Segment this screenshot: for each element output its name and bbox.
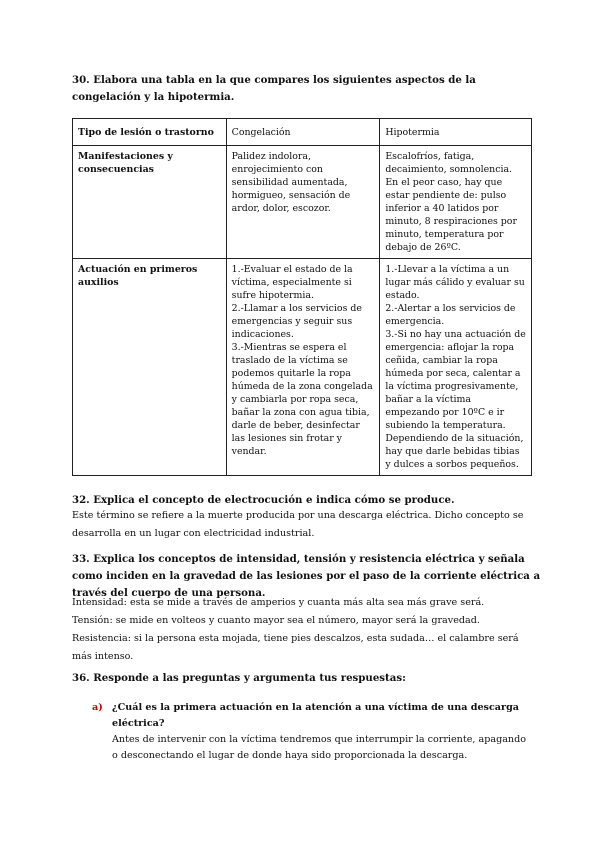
table-row [73,146,532,259]
cell-line: 3.-Si no hay una actuación de emergencia: aflojar la ropa ceñida, cambiar la ropa húmeda por seca, calentar a la víctima progresivamente, bañar a la víctima empezando por 10ºC e ir subiendo la temperatura. Dependiendo de la situación, hay que darle bebidas tibias y dulces a sorbos pequeños. [385,329,526,470]
question-32-answer [72,507,537,543]
row-label: Actuación en primeros auxilios [73,259,227,476]
cell-line: 1.-Evaluar el estado de la víctima, especialmente si sufre hipotermia. [231,264,353,301]
cell-line: 2.-Llamar a los servicios de emergencias y seguir sus indicaciones. [231,303,362,340]
cell-congelacion [226,146,380,259]
answer-line: Tensión: se mide en volteos y cuanto mayor sea el número, mayor será la gravedad. [72,615,480,626]
comparison-table [72,118,532,476]
header-hipotermia: Hipotermia [380,119,532,146]
cell-line: 2.-Alertar a los servicios de emergencia. [385,303,516,327]
cell-line: 1.-Llevar a la víctima a un lugar más cálido y evaluar su estado. [385,264,525,301]
table-header-row [73,119,532,146]
cell-congelacion [226,259,380,476]
table-row [73,259,532,476]
answer-line: Resistencia: si la persona esta mojada, tiene pies descalzos, esta sudada… el calambre será más intenso. [72,633,519,662]
item-marker: a) [92,702,103,713]
answer-line: Intensidad: esta se mide a través de amperios y cuanta más alta sea más grave será. [72,597,485,608]
header-congelacion: Congelación [226,119,380,146]
header-tipo: Tipo de lesión o trastorno [73,119,227,146]
question-32-title: 32. Explica el concepto de electrocución e indica cómo se produce. [72,494,455,506]
cell-hipotermia [380,259,532,476]
question-36-title: 36. Responde a las preguntas y argumenta tus respuestas: [72,672,406,684]
question-33-answer [72,594,537,666]
item-question: ¿Cuál es la primera actuación en la atención a una víctima de una descarga eléctrica? [112,702,519,729]
item-answer: Antes de intervenir con la víctima tendremos que interrumpir la corriente, apagando o desconectando el lugar de donde haya sido proporcionada la descarga. [112,734,527,761]
question-30-title: 30. Elabora una tabla en la que compares los siguientes aspectos de la congelación y la hipotermia. [72,74,476,103]
list-item [92,700,532,764]
question-33-title: 33. Explica los conceptos de intensidad, tensión y resistencia eléctrica y señala como inciden en la gravedad de las lesiones por el paso de la corriente eléctrica a través del cuerpo de una persona. [72,553,541,599]
cell-line: Escalofríos, fatiga, decaimiento, somnolencia. [385,151,513,175]
row-label: Manifestaciones y consecuencias [73,146,227,259]
cell-hipotermia [380,146,532,259]
answer-text: Este término se refiere a la muerte producida por una descarga eléctrica. Dicho concepto se desarrolla en un lugar con electricidad industrial. [72,510,524,539]
cell-line: Palidez indolora, enrojecimiento con sensibilidad aumentada, hormigueo, sensación de ardor, dolor, escozor. [231,151,351,214]
cell-line: 3.-Mientras se espera el traslado de la víctima se podemos quitarle la ropa húmeda de la zona congelada y cambiarla por ropa seca, bañar la zona con agua tibia, darle de beber, desinfectar las lesiones sin frotar y vendar. [231,342,373,457]
cell-line: En el peor caso, hay que estar pendiente de: pulso inferior a 40 latidos por minuto, 8 respiraciones por minuto, temperatura por debajo de 26ºC. [385,177,517,253]
